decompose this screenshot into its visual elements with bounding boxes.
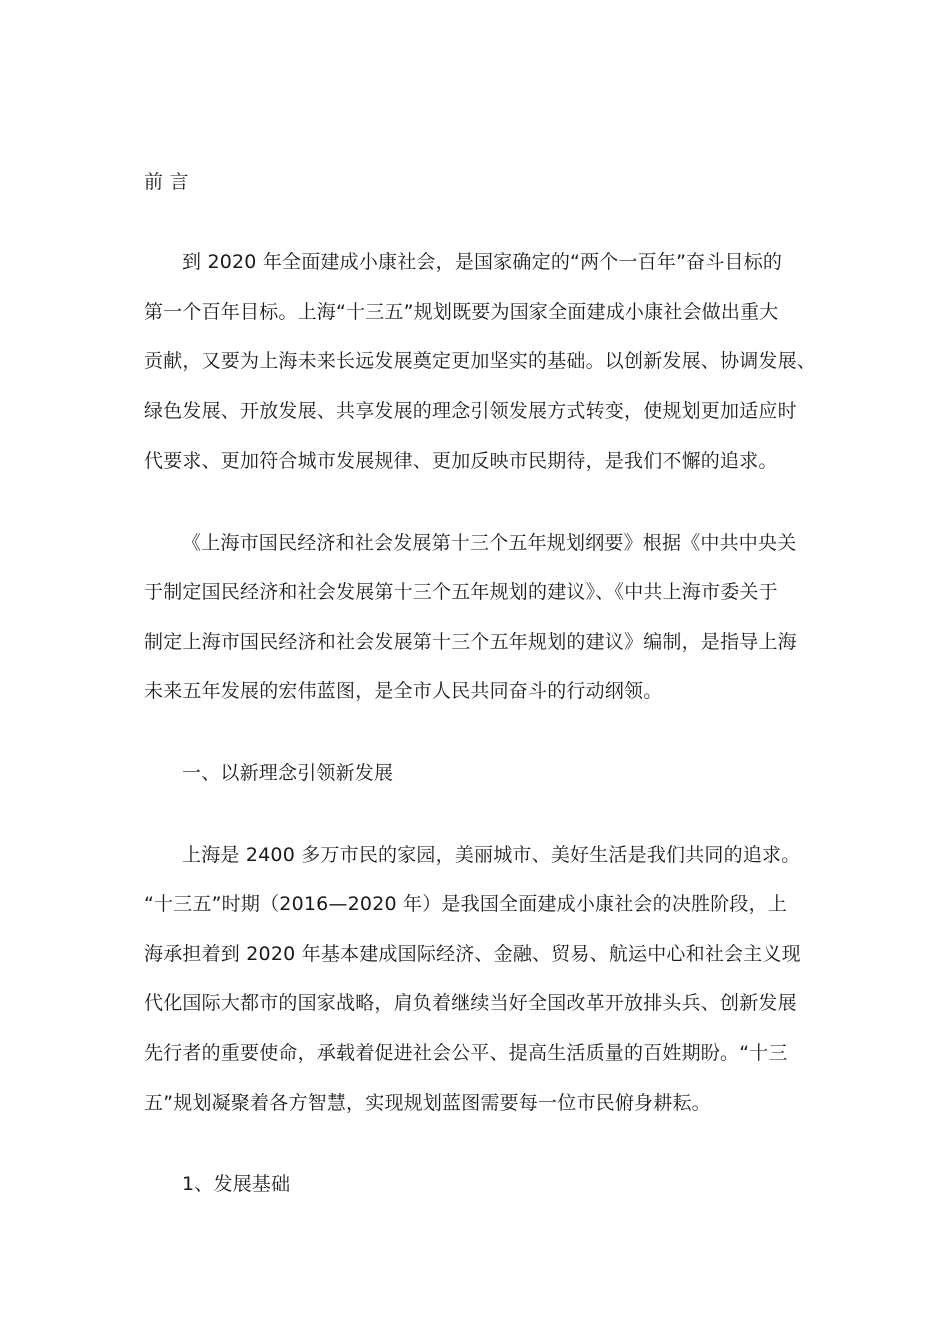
section-1-title: 一、以新理念引领新发展 (182, 762, 394, 784)
paragraph-1-line-4: 绿色发展、开放发展、共享发展的理念引领发展方式转变，使规划更加适应时 (144, 400, 797, 422)
paragraph-3-line-3: 海承担着到 2020 年基本建成国际经济、金融、贸易、航运中心和社会主义现 (144, 943, 801, 965)
paragraph-2-line-2: 于制定国民经济和社会发展第十三个五年规划的建议》、《中共上海市委关于 (144, 581, 778, 603)
paragraph-1-line-2: 第一个百年目标。上海“十三五”规划既要为国家全面建成小康社会做出重大 (144, 301, 779, 323)
paragraph-2-line-3: 制定上海市国民经济和社会发展第十三个五年规划的建议》编制，是指导上海 (144, 631, 797, 653)
paragraph-3-line-5: 先行者的重要使命，承载着促进社会公平、提高生活质量的百姓期盼。“十三 (144, 1042, 788, 1064)
paragraph-1-line-3: 贡献，又要为上海未来长远发展奠定更加坚实的基础。以创新发展、协调发展、 (144, 350, 817, 372)
subsection-1-title: 1、发展基础 (182, 1173, 291, 1195)
paragraph-1-line-5: 代要求、更加符合城市发展规律、更加反映市民期待，是我们不懈的追求。 (144, 450, 778, 472)
paragraph-3-line-4: 代化国际大都市的国家战略，肩负着继续当好全国改革开放排头兵、创新发展 (144, 992, 797, 1014)
paragraph-3-line-2: “十三五”时期（2016—2020 年）是我国全面建成小康社会的决胜阶段，上 (144, 893, 788, 915)
preface-heading: 前 言 (144, 171, 189, 193)
paragraph-3-line-6: 五”规划凝聚着各方智慧，实现规划蓝图需要每一位市民俯身耕耘。 (144, 1092, 711, 1114)
paragraph-3-line-1: 上海是 2400 多万市民的家园，美丽城市、美好生活是我们共同的追求。 (182, 844, 801, 866)
paragraph-2-line-4: 未来五年发展的宏伟蓝图，是全市人民共同奋斗的行动纲领。 (144, 680, 663, 702)
paragraph-2-line-1: 《上海市国民经济和社会发展第十三个五年规划纲要》根据《中共中央关 (182, 532, 797, 554)
paragraph-1-line-1: 到 2020 年全面建成小康社会，是国家确定的“两个一百年”奋斗目标的 (182, 251, 783, 273)
